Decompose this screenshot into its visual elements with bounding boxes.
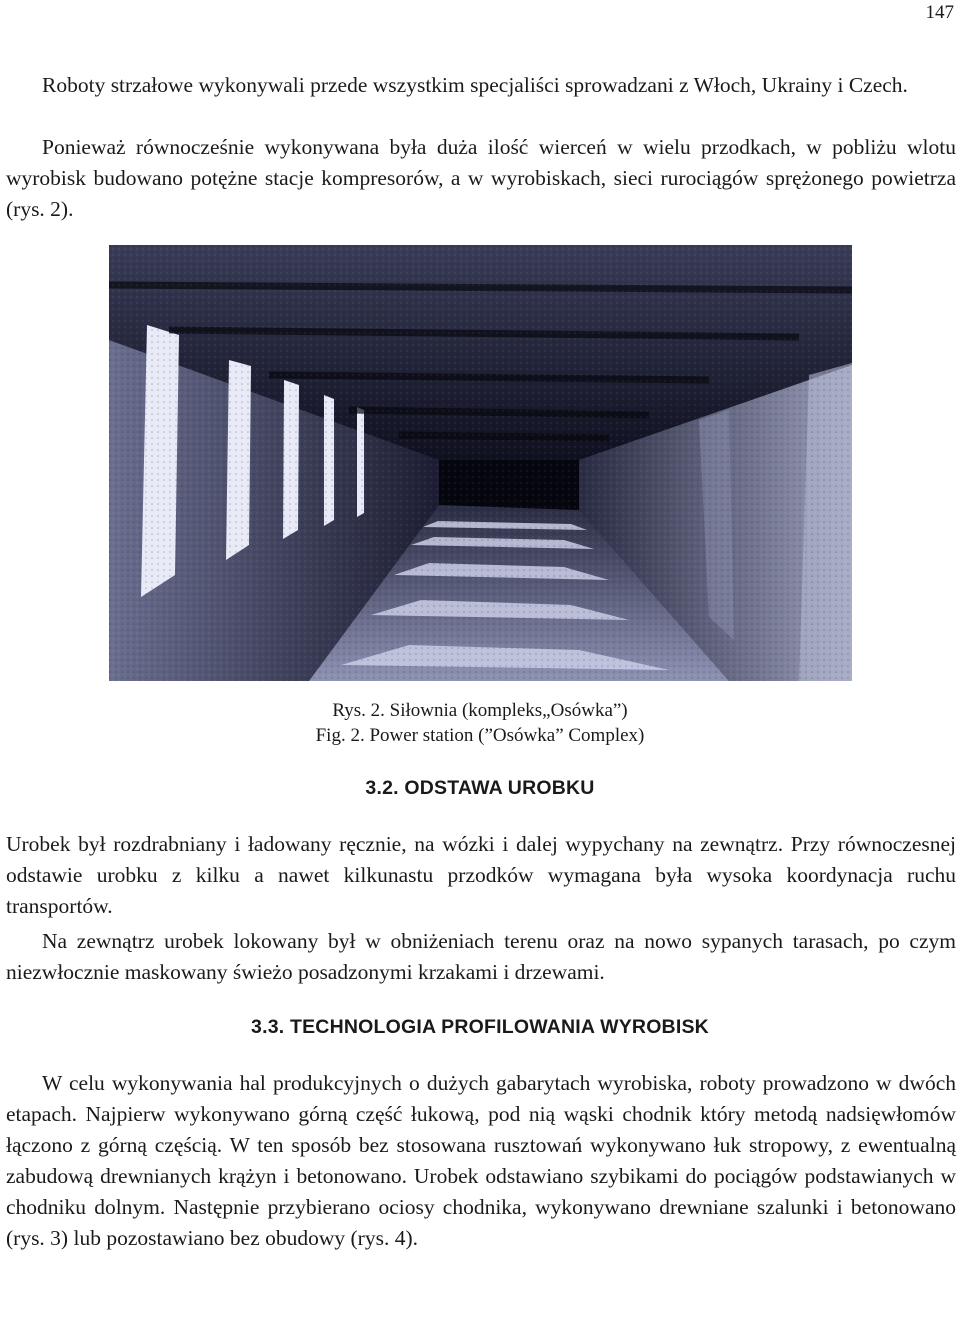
paragraph-haulage-1: Urobek był rozdrabniany i ładowany ręcznie, na wózki i dalej wypychany na zewnątrz. Przy równoczesnej odstawie urobku z kilku a nawet kilkunastu przodków wymagana była wysoka koordynacja ruchu transportów. [6,832,956,918]
page-number: 147 [925,2,954,23]
paragraph-intro-1: Roboty strzałowe wykonywali przede wszystkim specjaliści sprowadzani z Włoch, Ukrainy i Czech. [42,73,908,97]
section-heading-3-3: 3.3. TECHNOLOGIA PROFILOWANIA WYROBISK [251,1016,709,1038]
paragraph-haulage-2: Na zewnątrz urobek lokowany był w obniżeniach terenu oraz na nowo sypanych tarasach, po czym niezwłocznie maskowany świeżo posadzonymi krzakami i drzewami. [6,929,956,984]
paragraph-profiling-1: W celu wykonywania hal produkcyjnych o dużych gabarytach wyrobiska, roboty prowadzono w dwóch etapach. Najpierw wykonywano górną część łukową, pod nią wąski chodnik który metodą nadsięwłomów łączono z górną częścią. W ten sposób bez stosowana rusztowań wykonywano łuk stropowy, z ewentualną zabudową drewnianych krążyn i betonowano. Urobek odstawiano szybikami do pociągów podstawianych w chodniku dolnym. Następnie przybierano ociosy chodnika, wykonywano drewniane szalunki i betonowano (rys. 3) lub pozostawiano bez obudowy (rys. 4). [6,1071,956,1250]
section-heading-3-2: 3.2. ODSTAWA UROBKU [365,777,595,799]
figure-caption-polish: Rys. 2. Siłownia (kompleks„Osówka”) [332,700,628,721]
figure-caption-english: Fig. 2. Power station (”Osówka” Complex) [315,725,645,746]
paragraph-intro-2: Ponieważ równocześnie wykonywana była duża ilość wierceń w wielu przodkach, w pobliżu wlotu wyrobisk budowano potężne stacje kompresorów, a w wyrobiskach, sieci rurociągów sprężonego powietrza (rys. 2). [6,135,956,221]
figure-power-station-photo [109,245,852,681]
